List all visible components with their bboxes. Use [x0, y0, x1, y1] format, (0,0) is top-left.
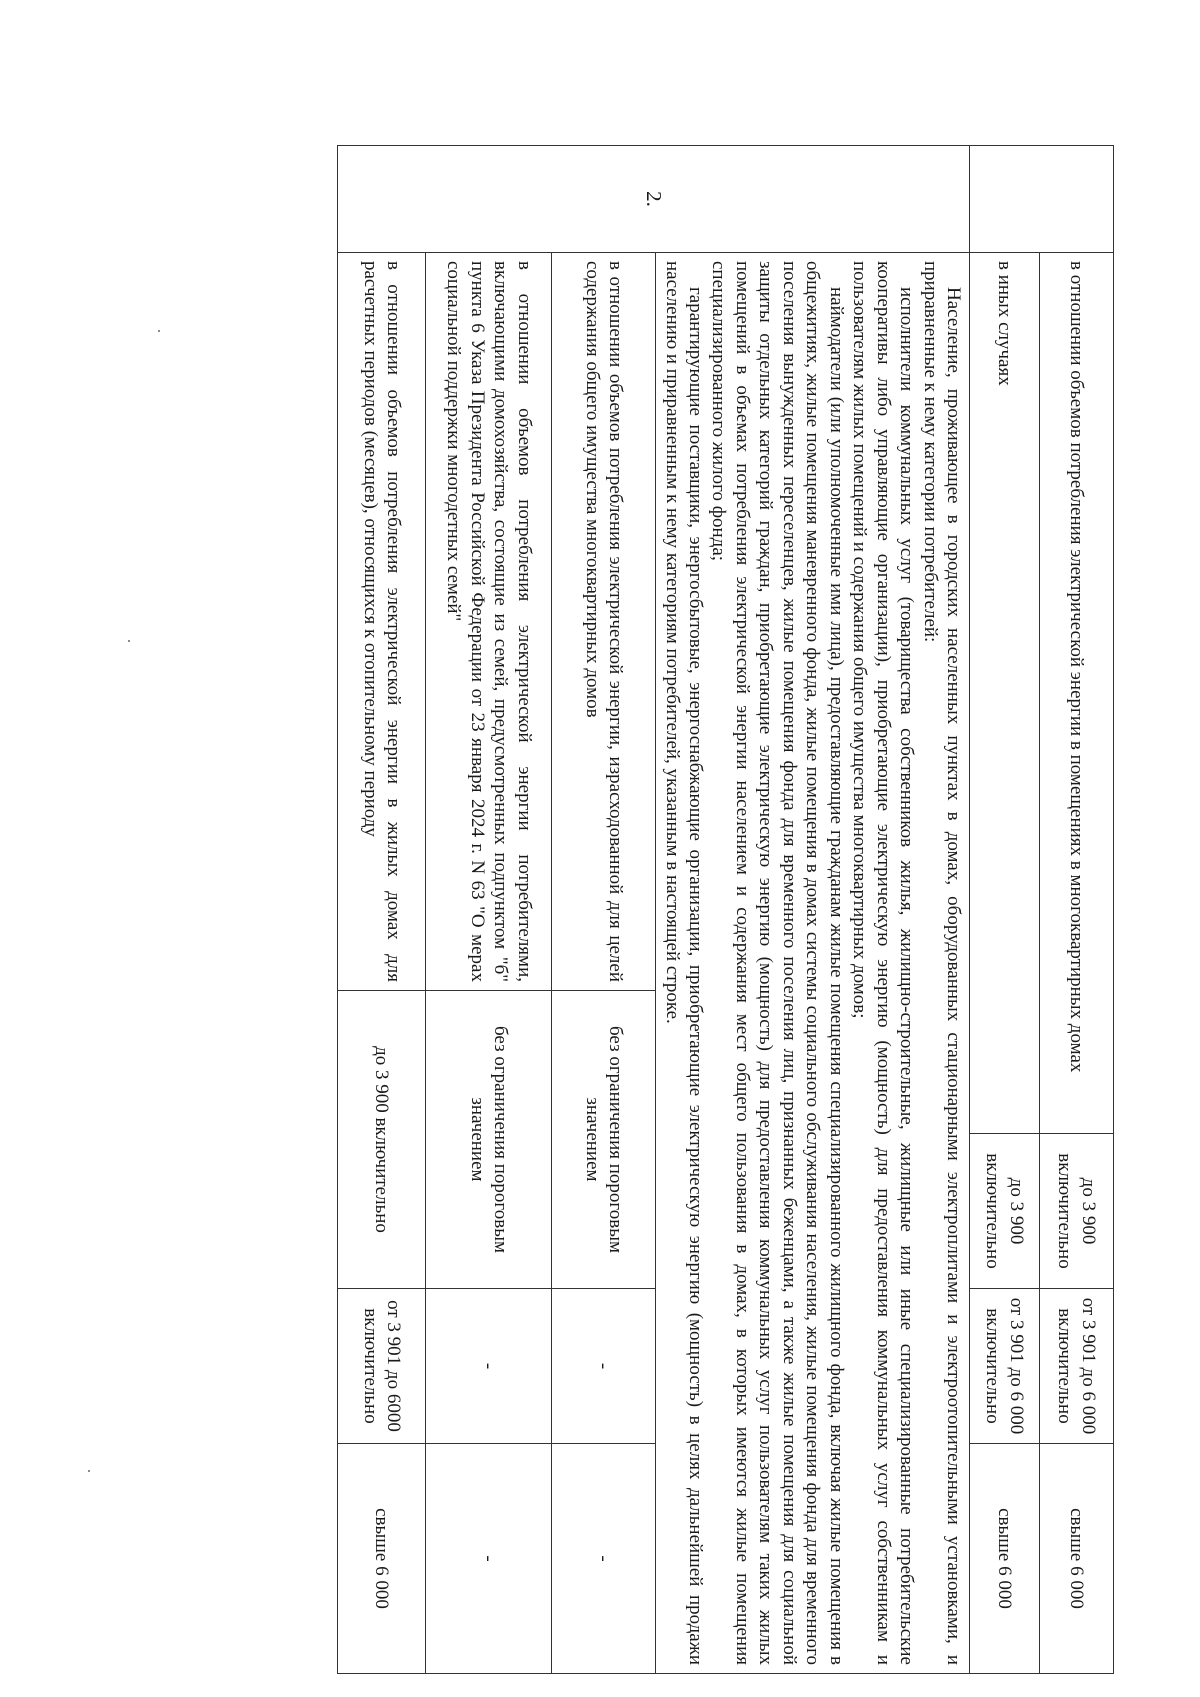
- paragraph: Население, проживающее в городских населенных пунктах в домах, оборудованных стационарными электроплитами и электроотопительными установками, и приравненные к нему категории потребителей:: [919, 261, 964, 1665]
- band-value: от 3 901 до 6 000 включительно: [1040, 1289, 1114, 1444]
- band-value: до 3 900 включительно: [338, 991, 426, 1289]
- band-value: -: [552, 1444, 656, 1674]
- tariff-table: [337, 145, 1114, 1674]
- row-number-cell: [970, 146, 1114, 253]
- section-description: [656, 253, 970, 1674]
- band-value: -: [552, 1289, 656, 1444]
- band-value: от 3 901 до 6 000 включительно: [970, 1289, 1040, 1444]
- table-row: [552, 146, 656, 1674]
- band-value: -: [426, 1289, 552, 1444]
- band-value: без ограничения пороговым значением: [552, 991, 656, 1289]
- row-label: в отношении объемов потребления электрической энергии, израсходованной для целей содержания общего имущества многоквартирных домов: [552, 253, 656, 991]
- row-label: в отношении объемов потребления электрической энергии потребителями, включающими домохозяйства, состоящие из семей, предусмотренных подпунктом "б" пункта 6 Указа Президента Российской Федерации от 23 января 2024 г. N 63 "О мерах социальной поддержки многодетных семей": [426, 253, 552, 991]
- row-label: в иных случаях: [970, 253, 1040, 1134]
- band-value: до 3 900 включительно: [970, 1134, 1040, 1289]
- band-value: до 3 900 включительно: [1040, 1134, 1114, 1289]
- band-value: без ограничения пороговым значением: [426, 991, 552, 1289]
- table-row: [426, 146, 552, 1674]
- section-number: 2.: [338, 146, 970, 253]
- paragraph: наймодатели (или уполномоченные ими лица), предоставляющие гражданам жилые помещения специализированного жилищного фонда, включая жилые помещения в общежитиях, жилые помещения маневренного фонда, жилые помещения в домах системы социального обслуживания населения, жилые помещения фонда для временного поселения вынужденных переселенцев, жилые помещения фонда для временного поселения лиц, признанных беженцами, а также жилые помещения для социальной защиты отдельных категорий граждан, приобретающие электрическую энергию (мощность) для предоставления коммунальных услуг пользователям таких жилых помещений в объемах потребления электрической энергии населением и содержания мест общего пользования в домах, в которых имеются жилые помещения специализированного жилого фонда;: [708, 261, 847, 1665]
- band-value: -: [426, 1444, 552, 1674]
- band-value: свыше 6 000: [338, 1444, 426, 1674]
- table-row: [970, 146, 1040, 1674]
- paragraph: гарантирующие поставщики, энергосбытовые, энергоснабжающие организации, приобретающие электрическую энергию (мощность) в целях дальнейшей продажи населению и приравненным к нему категориям потребителей, указанным в настоящей строке.: [661, 261, 707, 1665]
- band-value: свыше 6 000: [970, 1444, 1040, 1674]
- scan-speck: [158, 330, 160, 332]
- row-label: в отношении объемов потребления электрической энергии в жилых домах для расчетных периодов (месяцев), относящихся к отопительному периоду: [338, 253, 426, 991]
- scan-speck: [88, 1470, 90, 1472]
- band-value: свыше 6 000: [1040, 1444, 1114, 1674]
- scan-speck: [128, 640, 130, 642]
- table-row: [338, 146, 426, 1674]
- band-value: от 3 901 до 6000 включительно: [338, 1289, 426, 1444]
- table-row: [656, 146, 970, 1674]
- row-label: в отношении объемов потребления электрической энергии в помещениях в многоквартирных домах: [1040, 253, 1114, 1134]
- table-row: [1040, 146, 1114, 1674]
- paragraph: исполнители коммунальных услуг (товарищества собственников жилья, жилищно-строительные, жилищные или иные специализированные потребительские кооперативы либо управляющие организации), приобретающие электрическую энергию (мощность) для предоставления коммунальных услуг собственникам и пользователям жилых помещений и содержания общего имущества многоквартирных домов;: [849, 261, 918, 1665]
